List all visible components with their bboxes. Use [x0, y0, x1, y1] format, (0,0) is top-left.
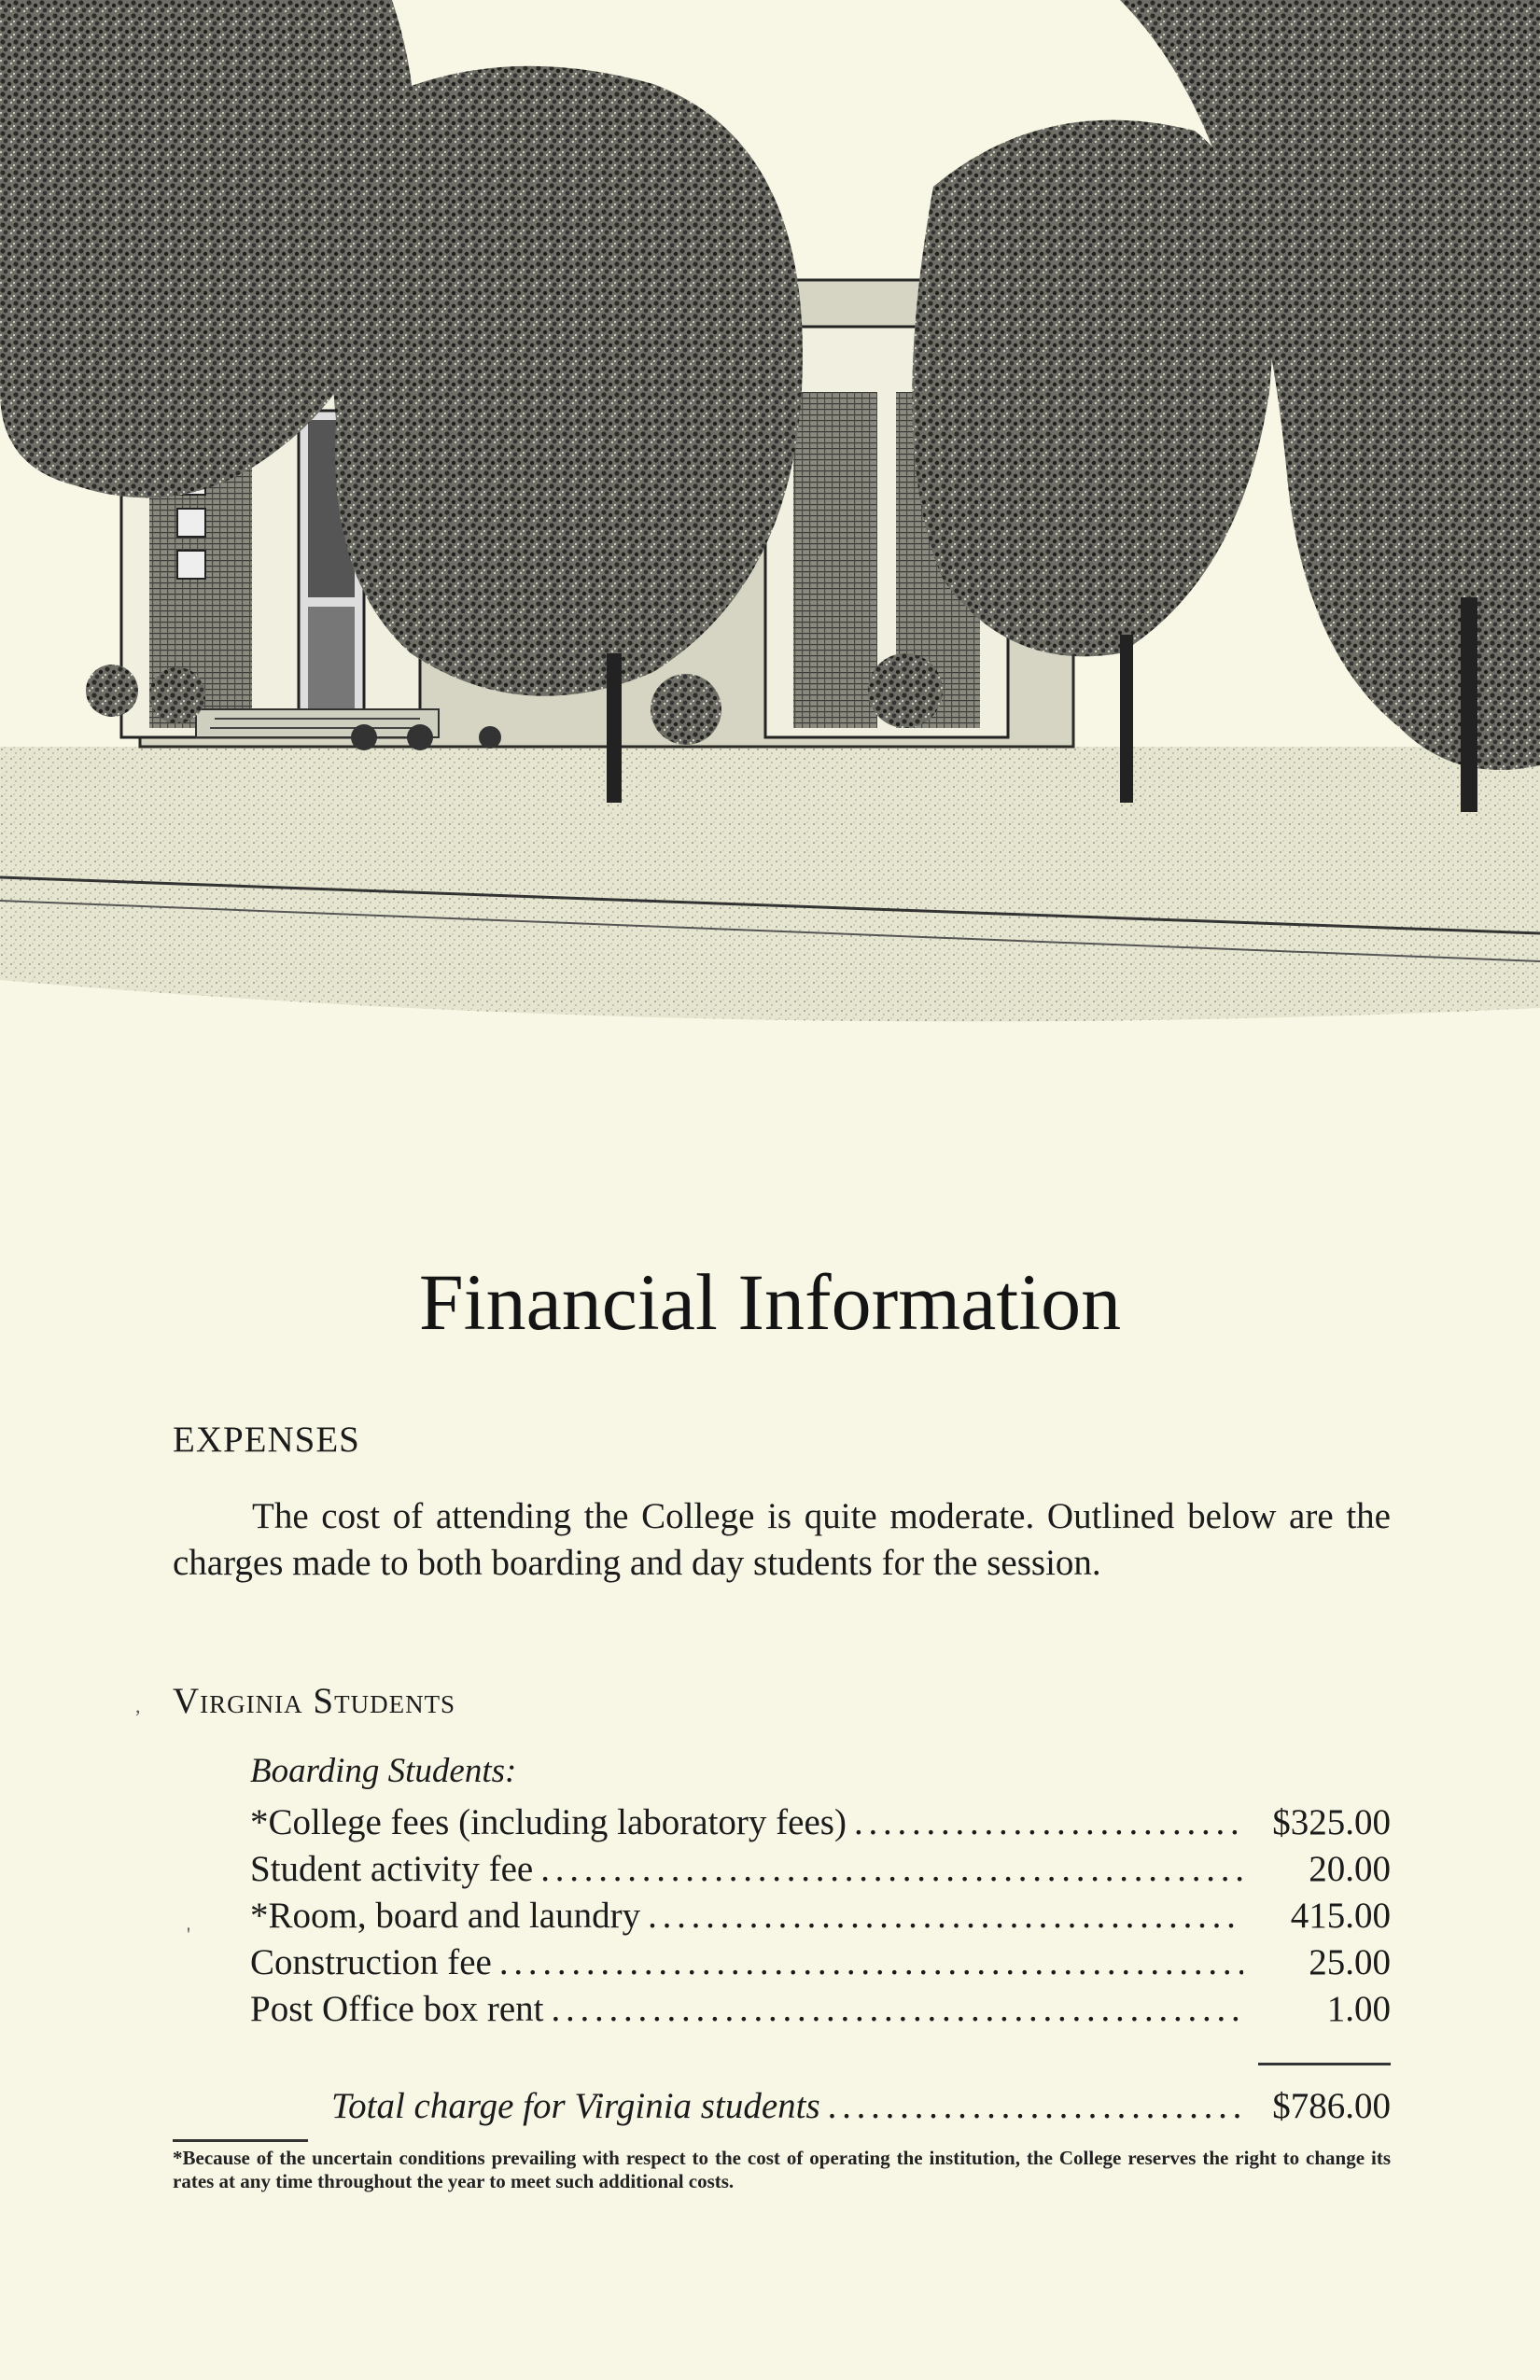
stray-mark: ': [187, 1923, 190, 1946]
fee-amount: 25.00: [1309, 1942, 1391, 1982]
fee-label: Construction fee: [250, 1942, 492, 1982]
fee-row: [250, 1799, 1391, 1846]
fee-label: Student activity fee: [250, 1849, 534, 1889]
campus-building-illustration: [0, 0, 1540, 1120]
sum-rule: [1258, 2063, 1391, 2065]
fee-row: [250, 1939, 1391, 1986]
total-label: Total charge for Virginia students: [331, 2086, 820, 2126]
section-heading: EXPENSES: [173, 1420, 360, 1460]
total-amount: $786.00: [1272, 2086, 1391, 2126]
fee-label: *Room, board and laundry: [250, 1896, 641, 1936]
fee-table: [250, 1799, 1391, 2033]
total-row: [331, 2083, 1391, 2130]
fee-row: [250, 1986, 1391, 2033]
fee-row: [250, 1893, 1391, 1939]
fee-amount: 20.00: [1309, 1849, 1391, 1889]
fee-label: Post Office box rent: [250, 1989, 544, 2029]
footnote: *Because of the uncertain conditions prevailing with respect to the cost of operating the institution, the College reserves the right to change its rates at any time throughout the year to meet such additional costs.: [173, 2147, 1391, 2192]
group-label: Boarding Students:: [250, 1752, 517, 1790]
leader-dots: [854, 1799, 1243, 1846]
fee-amount: 415.00: [1290, 1896, 1391, 1936]
fee-label: *College fees (including laboratory fees): [250, 1802, 847, 1842]
footnote-rule: [173, 2139, 308, 2142]
leader-dots: [551, 1986, 1243, 2033]
fee-row: [250, 1846, 1391, 1893]
fee-amount: 1.00: [1326, 1989, 1391, 2029]
leader-dots: [540, 1846, 1243, 1893]
intro-paragraph: The cost of attending the College is quite moderate. Outlined below are the charges made to both boarding and day students for the session.: [173, 1496, 1391, 1583]
stray-mark: ,: [135, 1694, 141, 1717]
leader-dots: [499, 1939, 1243, 1986]
fee-amount: $325.00: [1272, 1802, 1391, 1842]
page-title: Financial Information: [418, 1257, 1122, 1347]
subheading: Virginia Students: [173, 1681, 456, 1721]
leader-dots: [828, 2083, 1243, 2130]
leader-dots: [648, 1893, 1243, 1939]
